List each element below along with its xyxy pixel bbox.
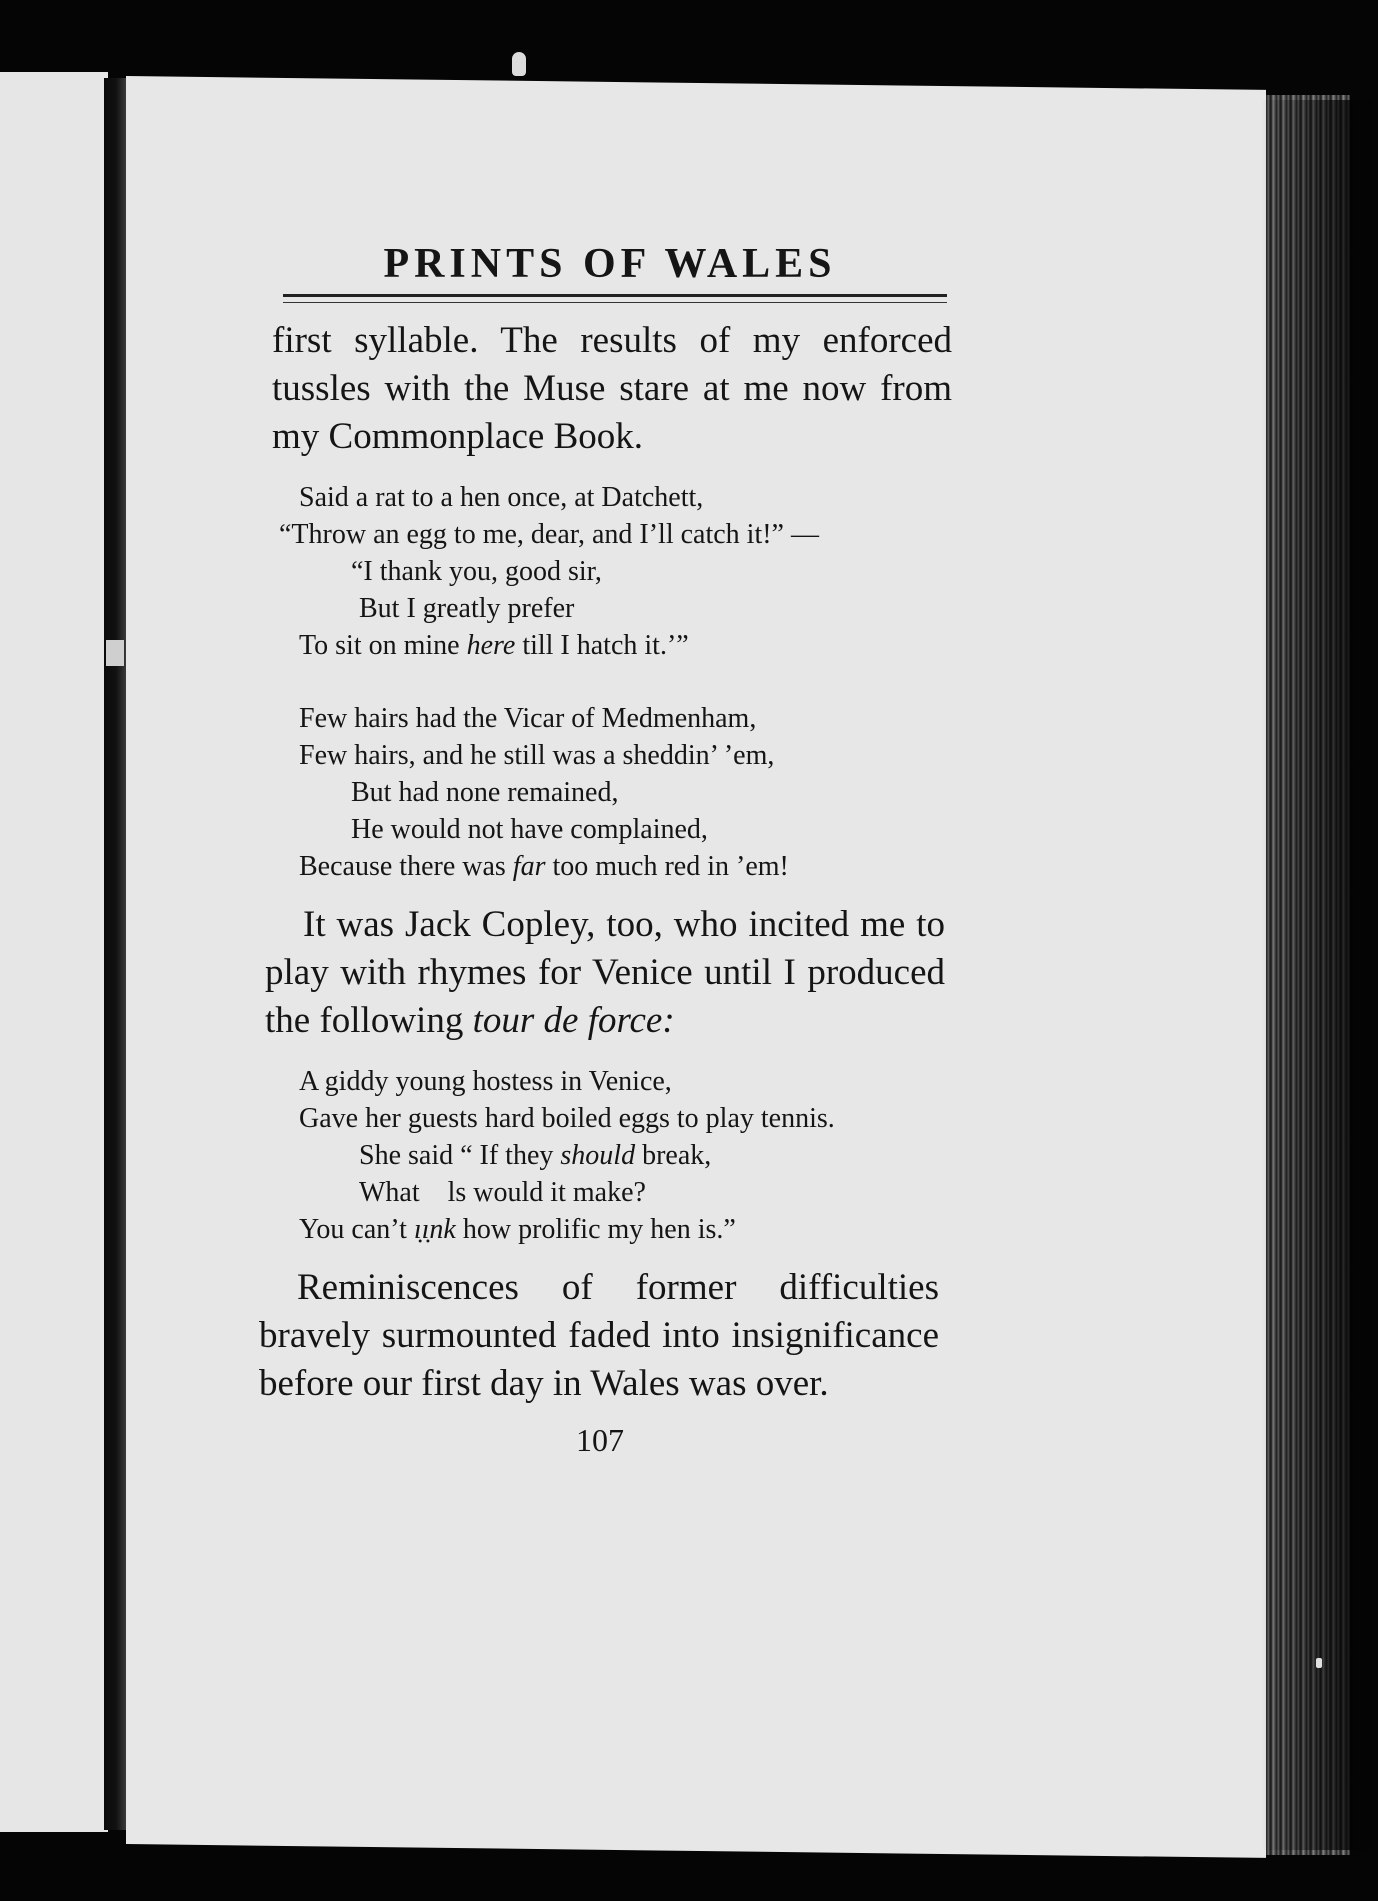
paragraph-2-italic: tour de force: bbox=[472, 1000, 675, 1041]
verse-line: Said a rat to a hen once, at Datchett, bbox=[299, 482, 704, 513]
limerick-3 bbox=[299, 1063, 955, 1248]
verse-italic: ı̣ı̣nk bbox=[413, 1214, 456, 1245]
facing-page-edge bbox=[0, 72, 108, 1832]
running-title: PRINTS OF WALES bbox=[383, 241, 837, 287]
verse-italic: far bbox=[512, 851, 546, 882]
verse-gap bbox=[255, 664, 955, 700]
verse-fragment: how prolific my hen is.” bbox=[455, 1214, 736, 1245]
verse-line bbox=[299, 1211, 955, 1248]
verse-line: “I thank you, good sir, bbox=[351, 556, 602, 587]
paragraph-2-text: It was Jack Copley, too, who incited me to play with rhymes for Venice until I produced the following bbox=[265, 904, 945, 1041]
page-edge-shadow bbox=[1262, 100, 1378, 1850]
limerick-2 bbox=[299, 700, 955, 885]
verse-line: Gave her guests hard boiled eggs to play tennis. bbox=[299, 1103, 835, 1134]
paragraph-1: first syllable. The results of my enforced tussles with the Muse stare at me now from my Commonplace Book. bbox=[272, 320, 952, 457]
verse-line: Few hairs had the Vicar of Medmenham, bbox=[299, 703, 757, 734]
verse-line bbox=[299, 627, 955, 664]
verse-fragment: too much red in ’em! bbox=[545, 851, 789, 882]
verse-line bbox=[299, 848, 955, 885]
scan-speck bbox=[512, 52, 526, 76]
verse-line bbox=[299, 1137, 955, 1174]
header-rule bbox=[283, 294, 947, 303]
verse-line: But I greatly prefer bbox=[359, 593, 575, 624]
paragraph-2 bbox=[265, 901, 945, 1045]
verse-fragment: You can’t bbox=[299, 1214, 414, 1245]
paragraph-3-text: Reminiscences of former difficulties bravely surmounted faded into insignificance before our first day in Wales was over. bbox=[259, 1267, 939, 1404]
paragraph-3 bbox=[259, 1264, 939, 1408]
verse-line: What ls would it make? bbox=[359, 1177, 646, 1208]
verse-fragment: Because there was bbox=[299, 851, 513, 882]
verse-line: But had none remained, bbox=[351, 777, 619, 808]
verse-italic: here bbox=[466, 630, 516, 661]
page-content bbox=[255, 240, 955, 1459]
verse-fragment: To sit on mine bbox=[299, 630, 467, 661]
verse-line: “Throw an egg to me, dear, and I’ll catch it!” — bbox=[279, 519, 819, 550]
verse-line: He would not have complained, bbox=[351, 814, 708, 845]
verse-fragment: till I hatch it.’” bbox=[515, 630, 689, 661]
verse-fragment: break, bbox=[635, 1140, 712, 1171]
gutter-mark bbox=[106, 640, 124, 666]
edge-speck bbox=[1316, 1658, 1322, 1668]
verse-line: Few hairs, and he still was a sheddin’ ’em, bbox=[299, 740, 775, 771]
limerick-1 bbox=[279, 479, 955, 664]
verse-line: A giddy young hostess in Venice, bbox=[299, 1066, 672, 1097]
page-number: 107 bbox=[576, 1422, 624, 1458]
book-gutter bbox=[104, 78, 126, 1830]
verse-fragment: She said “ If they bbox=[359, 1140, 561, 1171]
verse-italic: should bbox=[560, 1140, 636, 1171]
